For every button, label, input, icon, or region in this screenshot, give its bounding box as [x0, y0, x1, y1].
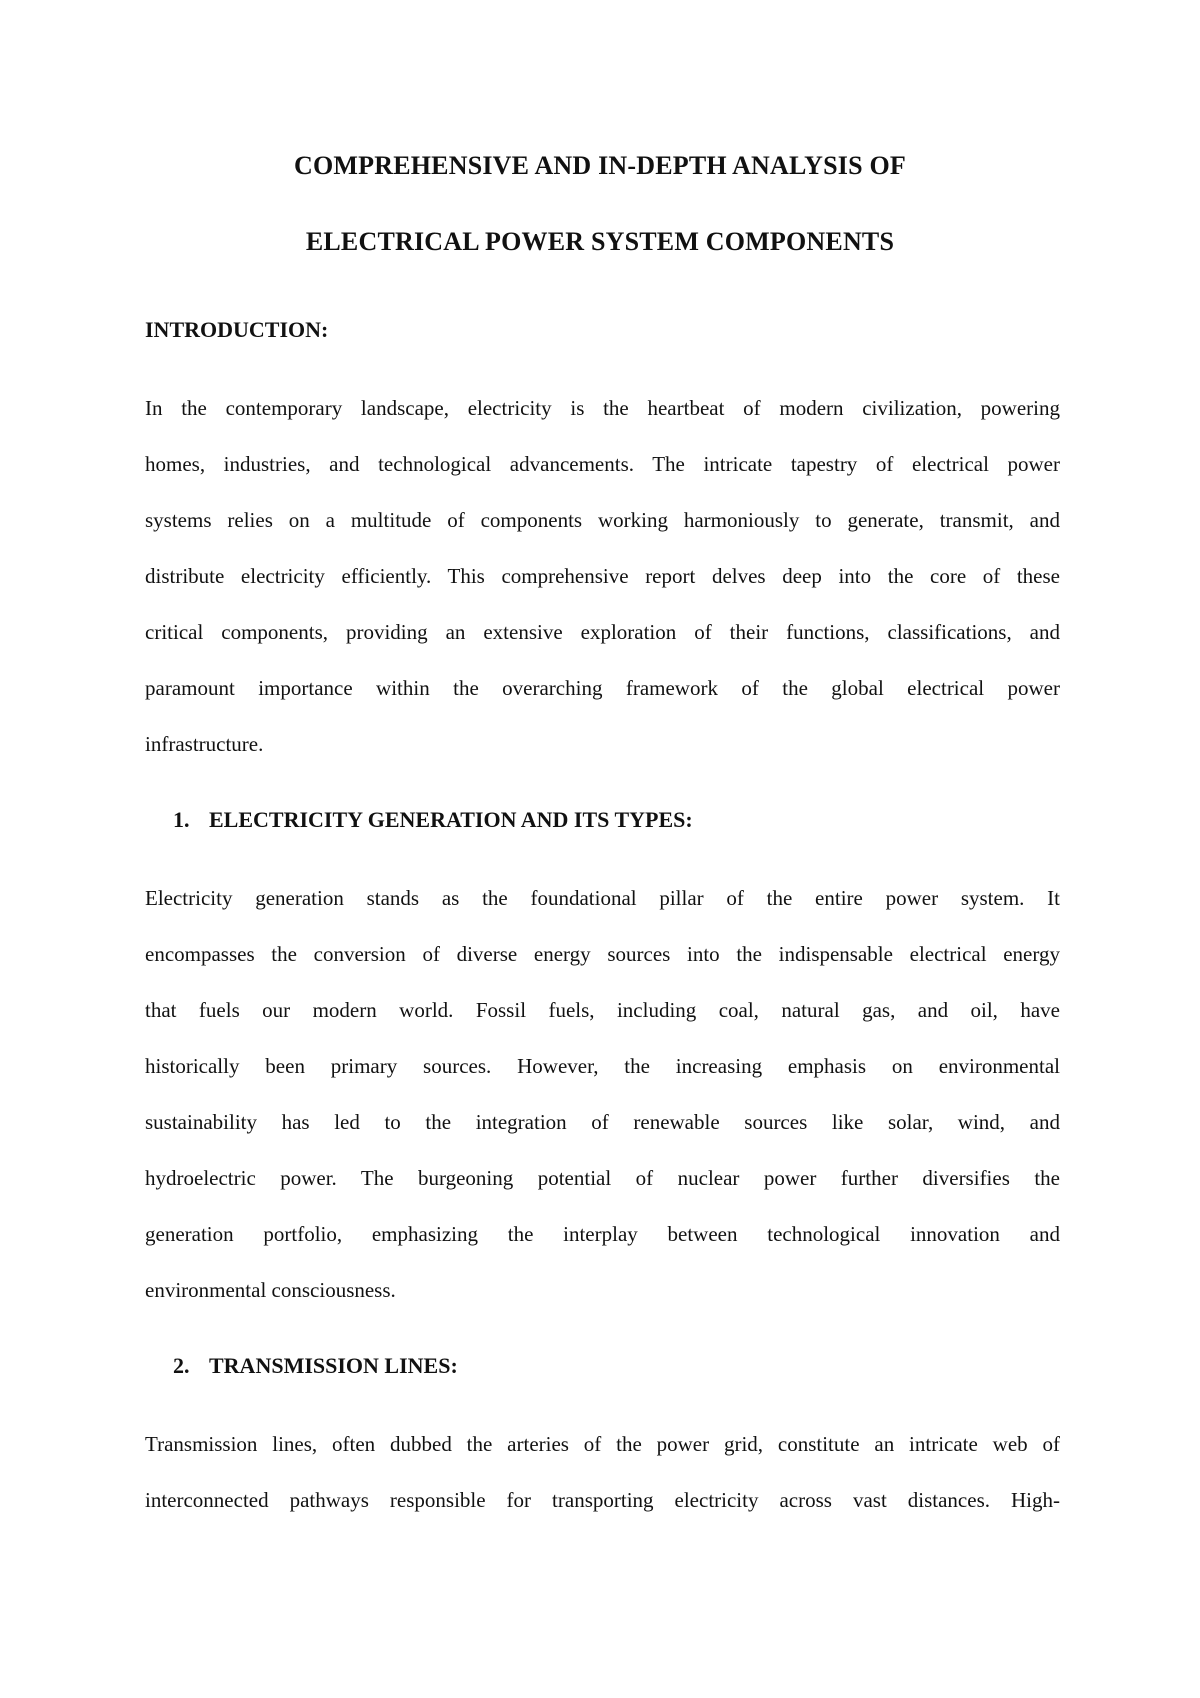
title-line-2: ELECTRICAL POWER SYSTEM COMPONENTS [305, 227, 895, 256]
section-2-heading [173, 1352, 458, 1380]
title-line-1: COMPREHENSIVE AND IN-DEPTH ANALYSIS OF [294, 151, 906, 180]
paragraph-line: historically been primary sources. However, the increasing emphasis on environmental [145, 1054, 1060, 1078]
section-2-number: 2. [173, 1353, 190, 1378]
section-1-title: ELECTRICITY GENERATION AND ITS TYPES: [209, 807, 693, 832]
paragraph-line: In the contemporary landscape, electricity is the heartbeat of modern civilization, powering [145, 396, 1060, 420]
paragraph-line: distribute electricity efficiently. This comprehensive report delves deep into the core of these [145, 564, 1060, 588]
paragraph-line: homes, industries, and technological advancements. The intricate tapestry of electrical power [145, 452, 1060, 476]
introduction-paragraph [145, 380, 1060, 772]
paragraph-line: systems relies on a multitude of components working harmoniously to generate, transmit, and [145, 508, 1060, 532]
paragraph-line: encompasses the conversion of diverse energy sources into the indispensable electrical energy [145, 942, 1060, 966]
section-1-heading [173, 806, 693, 834]
section-1-number: 1. [173, 807, 190, 832]
paragraph-line: hydroelectric power. The burgeoning potential of nuclear power further diversifies the [145, 1166, 1060, 1190]
paragraph-line: infrastructure. [145, 732, 264, 756]
paragraph-line: critical components, providing an extensive exploration of their functions, classifications, and [145, 620, 1060, 644]
paragraph-line: that fuels our modern world. Fossil fuels, including coal, natural gas, and oil, have [145, 998, 1060, 1022]
section-2-title: TRANSMISSION LINES: [209, 1353, 458, 1378]
paragraph-line: Electricity generation stands as the foundational pillar of the entire power system. It [145, 886, 1060, 910]
paragraph-line: sustainability has led to the integration of renewable sources like solar, wind, and [145, 1110, 1060, 1134]
introduction-heading: INTRODUCTION: [145, 317, 329, 342]
paragraph-line: interconnected pathways responsible for transporting electricity across vast distances. High- [145, 1488, 1060, 1512]
paragraph-line: Transmission lines, often dubbed the arteries of the power grid, constitute an intricate web of [145, 1432, 1060, 1456]
section-1-paragraph [145, 870, 1060, 1318]
paragraph-line: environmental consciousness. [145, 1278, 396, 1302]
paragraph-line: paramount importance within the overarching framework of the global electrical power [145, 676, 1060, 700]
paragraph-line: generation portfolio, emphasizing the interplay between technological innovation and [145, 1222, 1060, 1246]
section-2-paragraph [145, 1416, 1060, 1528]
